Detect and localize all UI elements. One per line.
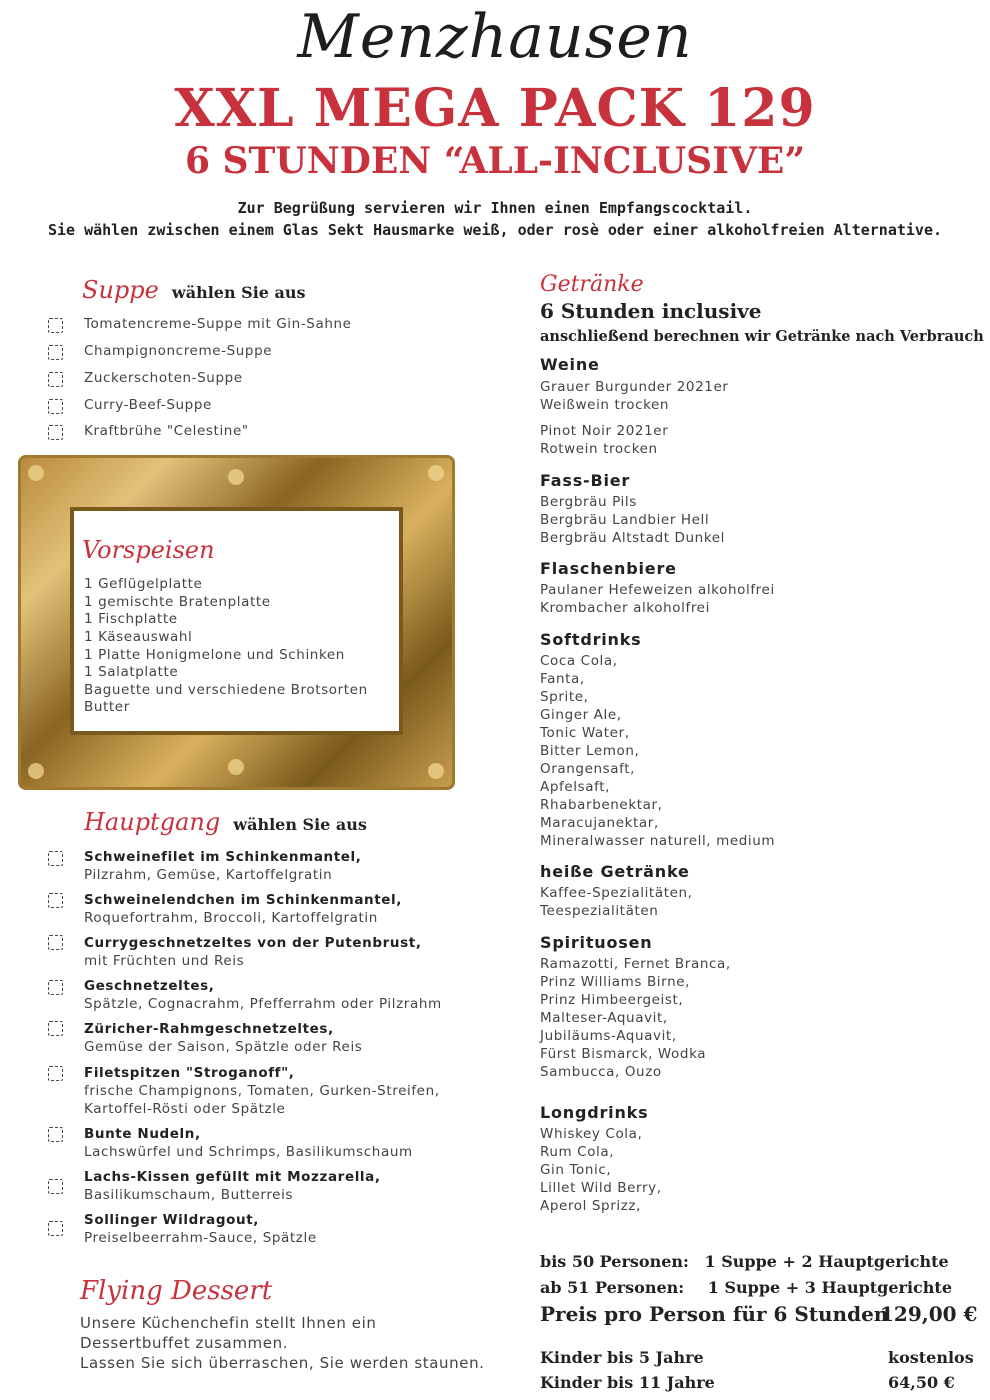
dessert-heading: Flying Dessert [80,1276,273,1306]
checkbox[interactable] [48,851,63,866]
softdrink-item: Ginger Ale, [540,707,622,723]
softdrink-item: Apfelsaft, [540,779,611,795]
longdrink-item: Gin Tonic, [540,1162,612,1178]
frame-ornament [28,763,44,779]
pricing-value: 1 Suppe + 3 Hauptgerichte [707,1278,952,1297]
checkbox[interactable] [48,893,63,908]
softdrinks-heading: Softdrinks [540,630,642,649]
checkbox[interactable] [48,372,63,387]
hauptgang-item-desc: Gemüse der Saison, Spätzle oder Reis [84,1039,363,1055]
vorspeisen-item: 1 Platte Honigmelone und Schinken [84,647,345,663]
spirituosen-item: Prinz Himbeergeist, [540,992,684,1008]
hauptgang-item-desc: Spätzle, Cognacrahm, Pfefferrahm oder Pilzrahm [84,996,442,1012]
vorspeisen-item: Butter [84,699,130,715]
intro-line: Sie wählen zwischen einem Glas Sekt Hausmarke weiß, oder rosè oder einer alkoholfreien Alternative. [47,221,943,239]
vorspeisen-heading: Vorspeisen [82,536,215,564]
weine-heading: Weine [540,355,600,374]
suppe-item: Champignoncreme-Suppe [84,343,273,359]
spirituosen-item: Sambucca, Ouzo [540,1064,662,1080]
hauptgang-item-desc: Roquefortrahm, Broccoli, Kartoffelgratin [84,910,378,926]
suppe-heading: Suppe [82,276,159,304]
checkbox[interactable] [48,318,63,333]
getraenke-subtitle: anschließend berechnen wir Getränke nach Verbrauch [540,328,984,345]
checkbox[interactable] [48,1179,63,1194]
suppe-after: wählen Sie aus [171,283,306,302]
spirituosen-item: Jubiläums-Aquavit, [540,1028,677,1044]
pricing-row [540,1278,952,1297]
flaschen-line: Paulaner Hefeweizen alkoholfrei [540,582,775,598]
spirituosen-heading: Spirituosen [540,933,653,952]
hauptgang-item-name: Züricher-Rahmgeschnetzeltes, [84,1021,334,1037]
wine-line: Weißwein trocken [540,397,670,413]
page-title: XXL MEGA PACK 129 [174,78,816,139]
softdrink-item: Orangensaft, [540,761,636,777]
checkbox[interactable] [48,345,63,360]
fassbier-line: Bergbräu Landbier Hell [540,512,710,528]
price-per-person-label: Preis pro Person für 6 Stunden [540,1302,889,1326]
spirituosen-item: Malteser-Aquavit, [540,1010,668,1026]
checkbox[interactable] [48,1021,63,1036]
hauptgang-heading-row [84,808,367,836]
vorspeisen-item: 1 gemischte Bratenplatte [84,594,271,610]
hauptgang-item-desc: Kartoffel-Rösti oder Spätzle [84,1101,286,1117]
suppe-item: Zuckerschoten-Suppe [84,370,243,386]
dessert-line: Lassen Sie sich überraschen, Sie werden staunen. [80,1354,485,1372]
dessert-line: Dessertbuffet zusammen. [80,1334,289,1352]
vorspeisen-item: Baguette und verschiedene Brotsorten [84,682,368,698]
getraenke-title: 6 Stunden inclusive [540,299,762,323]
hauptgang-item-name: Filetspitzen "Stroganoff", [84,1065,295,1081]
hauptgang-item-desc: Preiselbeerrahm-Sauce, Spätzle [84,1230,317,1246]
heiss-heading: heiße Getränke [540,862,690,881]
heiss-line: Teespezialitäten [540,903,659,919]
pricing-row [540,1252,949,1271]
kids-value: 64,50 € [888,1373,955,1392]
wine-line: Pinot Noir 2021er [540,423,669,439]
kids-label: Kinder bis 5 Jahre [540,1348,704,1367]
checkbox[interactable] [48,935,63,950]
fassbier-line: Bergbräu Altstadt Dunkel [540,530,726,546]
frame-ornament [228,469,244,485]
hauptgang-item-name: Schweinefilet im Schinkenmantel, [84,849,362,865]
spirituosen-item: Ramazotti, Fernet Branca, [540,956,731,972]
hauptgang-item-desc: Pilzrahm, Gemüse, Kartoffelgratin [84,867,333,883]
hauptgang-item-name: Bunte Nudeln, [84,1126,201,1142]
checkbox[interactable] [48,1127,63,1142]
frame-ornament [428,465,444,481]
hauptgang-item-desc: Basilikumschaum, Butterreis [84,1187,294,1203]
suppe-item: Kraftbrühe "Celestine" [84,423,249,439]
frame-ornament [28,465,44,481]
pricing-label: ab 51 Personen: [540,1278,685,1297]
hauptgang-item-name: Sollinger Wildragout, [84,1212,259,1228]
wine-line: Rotwein trocken [540,441,658,457]
longdrink-item: Aperol Sprizz, [540,1198,641,1214]
vorspeisen-item: 1 Geflügelplatte [84,576,203,592]
hauptgang-heading: Hauptgang [84,808,221,836]
spirituosen-item: Fürst Bismarck, Wodka [540,1046,707,1062]
longdrink-item: Lillet Wild Berry, [540,1180,662,1196]
longdrinks-heading: Longdrinks [540,1103,649,1122]
softdrink-item: Fanta, [540,671,585,687]
intro-text [0,197,990,241]
softdrink-item: Rhabarbenektar, [540,797,663,813]
heiss-line: Kaffee-Spezialitäten, [540,885,693,901]
fassbier-line: Bergbräu Pils [540,494,637,510]
longdrink-item: Whiskey Cola, [540,1126,643,1142]
hauptgang-item-desc: mit Früchten und Reis [84,953,245,969]
pricing-label: bis 50 Personen: [540,1252,689,1271]
fassbier-heading: Fass-Bier [540,471,631,490]
softdrink-item: Tonic Water, [540,725,630,741]
price-per-person-value: 129,00 € [880,1302,978,1326]
hauptgang-item-name: Lachs-Kissen gefüllt mit Mozzarella, [84,1169,381,1185]
frame-ornament [228,759,244,775]
pricing-value: 1 Suppe + 2 Hauptgerichte [704,1252,949,1271]
checkbox[interactable] [48,399,63,414]
kids-label: Kinder bis 11 Jahre [540,1373,715,1392]
kids-value: kostenlos [888,1348,974,1367]
checkbox[interactable] [48,980,63,995]
spirituosen-item: Prinz Williams Birne, [540,974,691,990]
longdrink-item: Rum Cola, [540,1144,615,1160]
checkbox[interactable] [48,1066,63,1081]
flaschen-line: Krombacher alkoholfrei [540,600,710,616]
getraenke-heading: Getränke [540,272,644,297]
frame-ornament [428,763,444,779]
hauptgang-after: wählen Sie aus [233,815,367,834]
hauptgang-item-name: Currygeschnetzeltes von der Putenbrust, [84,935,422,951]
intro-line: Zur Begrüßung servieren wir Ihnen einen Empfangscocktail. [237,199,753,217]
softdrink-item: Coca Cola, [540,653,618,669]
softdrink-item: Mineralwasser naturell, medium [540,833,776,849]
dessert-line: Unsere Küchenchefin stellt Ihnen ein [80,1314,377,1332]
hauptgang-item-desc: Lachswürfel und Schrimps, Basilikumschaum [84,1144,413,1160]
hauptgang-item-desc: frische Champignons, Tomaten, Gurken-Streifen, [84,1083,440,1099]
softdrink-item: Bitter Lemon, [540,743,640,759]
brand-logo: Menzhausen [297,2,693,72]
suppe-item: Tomatencreme-Suppe mit Gin-Sahne [84,316,352,332]
wine-line: Grauer Burgunder 2021er [540,379,729,395]
suppe-heading-row [82,276,306,304]
suppe-item: Curry-Beef-Suppe [84,397,212,413]
hauptgang-item-name: Schweinelendchen im Schinkenmantel, [84,892,402,908]
checkbox[interactable] [48,1221,63,1236]
page-subtitle: 6 STUNDEN “ALL-INCLUSIVE” [184,140,806,182]
vorspeisen-item: 1 Käseauswahl [84,629,193,645]
flaschen-heading: Flaschenbiere [540,559,677,578]
softdrink-item: Sprite, [540,689,589,705]
checkbox[interactable] [48,425,63,440]
vorspeisen-item: 1 Fischplatte [84,611,178,627]
softdrink-item: Maracujanektar, [540,815,659,831]
vorspeisen-item: 1 Salatplatte [84,664,179,680]
hauptgang-item-name: Geschnetzeltes, [84,978,215,994]
